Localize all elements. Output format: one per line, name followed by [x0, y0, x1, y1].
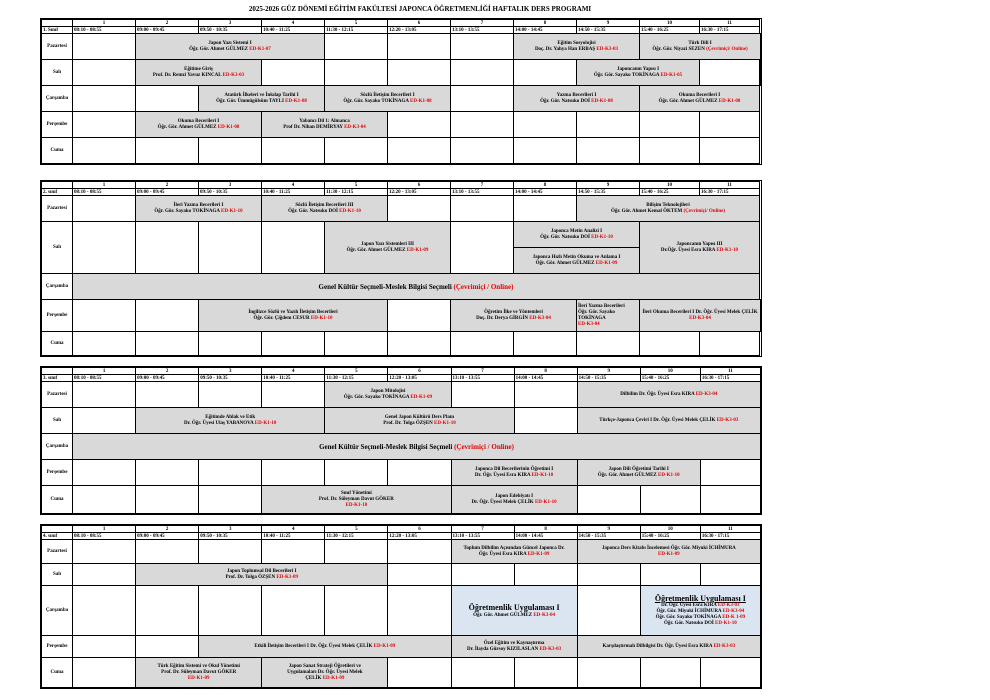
time-slot: 11:30 - 12:15 [325, 533, 388, 540]
slot-number-row [42, 526, 761, 533]
slot-number: 2 [136, 20, 199, 27]
course-cell: Japonca Hızlı Metin Okuma ve Anlama I Öğr. Gör. Ahmet GÜLMEZ ED-K1-09 [514, 248, 640, 274]
time-slot: 14:00 - 14:45 [514, 375, 577, 382]
day-label: Perşembe [42, 636, 73, 658]
slot-number: 5 [325, 526, 388, 533]
time-slot: 12:20 - 13:05 [388, 189, 451, 196]
slot-number: 9 [577, 182, 640, 189]
slot-number: 2 [136, 182, 199, 189]
time-slot: 12:20 - 13:05 [388, 533, 451, 540]
slot-number: 3 [199, 368, 262, 375]
slot-number: 7 [451, 368, 514, 375]
day-row-persembe [42, 636, 761, 658]
time-slot: 13:10 - 13:55 [451, 189, 514, 196]
day-row-pazartesi [42, 34, 761, 60]
course-cell: Japonca Dil Becerilerinin Öğretimi I Dr. Öğr. Üyesi Esra KIRA ED-K1-10 [451, 460, 577, 486]
time-slot: 15:40 - 16:25 [640, 189, 700, 196]
course-cell: Öğretmenlik Uygulaması I Dr. Öğr. Üyesi Esra KIRA ED-K3-03 Öğr. Gör. Miyuki İCHİMURA ED-K3-04 Öğr. Gör. Sayako TOKİNAGA ED-K 1-09 Öğr. Gör. Natsuko DOİ ED-K1-10 [640, 586, 760, 636]
course-cell: Dilbilim Dr. Öğr. Üyesi Esra KIRA ED-K3-04 [577, 382, 760, 408]
day-label: Çarşamba [42, 274, 73, 300]
class-label: 1. Sınıf [42, 27, 73, 34]
day-label: Perşembe [42, 112, 73, 138]
slot-number: 4 [262, 526, 325, 533]
class-label: 3. sınıf [42, 375, 73, 382]
time-slot: 09:50 - 10:35 [199, 189, 262, 196]
time-slot: 11:30 - 12:15 [325, 189, 388, 196]
schedule-year-1 [40, 18, 762, 165]
day-row-pazartesi [42, 540, 761, 564]
course-cell: Japon Mitolojisi Öğr. Gör. Sayako TOKİNAGA ED-K1-09 [325, 382, 451, 408]
slot-number: 5 [325, 20, 388, 27]
time-slot: 09:50 - 10:35 [199, 375, 262, 382]
day-row-cuma [42, 658, 761, 688]
time-slot: 14:00 - 14:45 [514, 533, 577, 540]
slot-number: 6 [388, 368, 451, 375]
slot-number: 6 [388, 182, 451, 189]
course-cell: Sözlü İletişim Becerileri III Öğr. Gör. Natsuko DOİ ED-K1-10 [262, 196, 388, 222]
course-cell: Etkili İletişim Becerileri I Dr. Öğr. Üyesi Melek ÇELİK ED-K1-09 [199, 636, 451, 658]
course-cell: Japon Dili Öğretimi Tarihi I Öğr. Gör. Ahmet GÜLMEZ ED-K1-10 [577, 460, 700, 486]
elective-banner: Genel Kültür Seçmeli-Meslek Bilgisi Seçmeli (Çevrimiçi / Online) [73, 274, 760, 300]
day-label: Salı [42, 408, 73, 434]
course-cell: Japonca Metin Analizi I Öğr. Gör. Natsuko DOİ ED-K1-10 [514, 222, 640, 248]
slot-number: 11 [700, 182, 760, 189]
day-label: Perşembe [42, 460, 73, 486]
slot-number: 2 [136, 526, 199, 533]
time-slot: 14:50 - 15:35 [577, 375, 640, 382]
slot-number: 4 [262, 20, 325, 27]
time-slot: 12:20 - 13:05 [388, 27, 451, 34]
course-cell: Sözlü İletişim Becerileri I Öğr. Gör. Sayako TOKİNAGA ED-K1-08 [325, 86, 451, 112]
slot-number: 8 [514, 20, 577, 27]
time-slot: 08:10 - 08:55 [73, 375, 136, 382]
course-cell: İngilizce Sözlü ve Yazılı İletişim Becerileri Öğr. Gör. Çiğdem CESUR ED-K1-10 [199, 300, 388, 332]
time-slot: 10:40 - 11:25 [262, 27, 325, 34]
day-row-carsamba [42, 586, 761, 636]
time-slot: 11:30 - 12:15 [325, 27, 388, 34]
slot-number: 10 [640, 526, 700, 533]
time-slot: 09:00 - 09:45 [136, 27, 199, 34]
time-slot: 11:30 - 12:15 [325, 375, 388, 382]
course-cell: İleri Yazma Becerileri I Öğr. Gör. Sayako TOKİNAGA ED-K1-10 [136, 196, 262, 222]
day-row-cuma [42, 486, 761, 514]
time-slot: 09:50 - 10:35 [199, 533, 262, 540]
time-slot: 10:40 - 11:25 [262, 189, 325, 196]
time-slot: 10:40 - 11:25 [262, 533, 325, 540]
time-slot: 12:20 - 13:05 [388, 375, 451, 382]
slot-number: 9 [577, 368, 640, 375]
course-cell: Yabancı Dil 1: Almanca Prof Dr. Nihan DEMİRYAY ED-K3-04 [262, 112, 388, 138]
day-row-carsamba [42, 434, 761, 460]
course-cell: Toplum Dilbilim Açısından Güncel Japonca Dr. Öğr. Üyesi Esra KIRA ED-K1-09 [451, 540, 577, 564]
slot-number: 10 [640, 20, 700, 27]
elective-banner: Genel Kültür Seçmeli-Meslek Bilgisi Seçmeli (Çevrimiçi / Online) [73, 434, 761, 460]
slot-number: 10 [640, 368, 700, 375]
slot-number: 4 [262, 182, 325, 189]
day-label: Cuma [42, 658, 73, 688]
day-row-persembe [42, 460, 761, 486]
course-cell: Japon Sanat Strateji Öğretileri ve Uygulamaları Dr. Öğr. Üyesi Melek ÇELİK ED-K1-09 [262, 658, 388, 688]
time-slot: 09:00 - 09:45 [136, 533, 199, 540]
schedule-year-3 [40, 366, 762, 515]
course-cell: Yazma Becerileri I Öğr. Gör. Natsuko DOİ ED-K1-08 [514, 86, 640, 112]
course-cell: Karşılaştırmalı Dilbilgisi Dr. Öğr. Üyesi Esra KIRA ED-K3-03 [577, 636, 760, 658]
time-slot: 09:00 - 09:45 [136, 189, 199, 196]
class-label: 2. sınıf [42, 189, 73, 196]
course-cell: Eğitim Sosyolojisi Doç. Dr. Yahya Han ERBAŞ ED-K3-03 [514, 34, 640, 60]
time-slot: 08:10 - 08:55 [73, 189, 136, 196]
time-row [42, 27, 761, 34]
time-slot: 15:40 - 16:25 [640, 27, 700, 34]
course-cell: Sınıf Yönetimi Prof. Dr. Süleyman Davut GÖKER ED-K1-10 [262, 486, 451, 514]
course-cell: Öğretmenlik Uygulaması I Öğr. Gör. Ahmet GÜLMEZ ED-K3-04 [451, 586, 577, 636]
course-cell: Türkçe-Japonca Çeviri I Dr. Öğr. Üyesi Melek ÇELİK ED-K3-03 [577, 408, 760, 434]
day-row-pazartesi [42, 196, 761, 222]
day-row-persembe [42, 112, 761, 138]
day-row-cuma [42, 332, 761, 356]
time-slot: 14:50 - 15:35 [577, 27, 640, 34]
time-slot: 15:40 - 16:25 [640, 375, 700, 382]
slot-number: 8 [514, 182, 577, 189]
time-slot: 15:40 - 16:25 [640, 533, 700, 540]
class-label: 4. sınıf [42, 533, 73, 540]
day-label: Cuma [42, 486, 73, 514]
course-cell: Eğitime Giriş Prof. Dr. Remzi Yavuz KINCAL ED-K3-03 [136, 60, 262, 86]
day-row-carsamba [42, 274, 761, 300]
course-cell: Okuma Becerileri I Öğr. Gör. Ahmet GÜLMEZ ED-K1-08 [640, 86, 760, 112]
day-row-carsamba [42, 86, 761, 112]
course-cell: Özel Eğitim ve Kaynaştırma Dr. İlayda Gürsoy KIZILASLAN ED-K3-03 [451, 636, 577, 658]
slot-number: 7 [451, 20, 514, 27]
time-slot: 16:30 - 17:15 [700, 533, 760, 540]
slot-number: 7 [451, 526, 514, 533]
slot-number: 1 [73, 526, 136, 533]
slot-number: 5 [325, 182, 388, 189]
time-slot: 10:40 - 11:25 [262, 375, 325, 382]
day-label: Pazartesi [42, 382, 73, 408]
day-row-sali [42, 222, 761, 248]
slot-number: 11 [700, 368, 760, 375]
slot-number: 4 [262, 368, 325, 375]
course-cell: Japon Yazı Sistemleri III Öğr. Gör. Ahmet GÜLMEZ ED-K1-09 [325, 222, 451, 274]
day-label: Pazartesi [42, 540, 73, 564]
slot-number: 11 [700, 20, 760, 27]
slot-number-row [42, 368, 761, 375]
course-cell: Japon Toplumsal Dil Becerileri I Prof. Dr. Tolga ÖZŞEN ED-K1-09 [136, 564, 388, 586]
course-cell: Japonca Ders Kitabı İncelemesi Öğr. Gör. Miyuki İCHİMURA ED-K1-09 [577, 540, 760, 564]
course-cell: İleri Yazma Becerileri Öğr. Gör. Sayako TOKİNAGA ED-K3-04 [577, 300, 640, 332]
schedule-year-4 [40, 524, 762, 689]
time-slot: 16:30 - 17:15 [700, 189, 760, 196]
course-cell: Japoncanın Yapısı I Öğr. Gör. Sayako TOKİNAGA ED-K1-05 [577, 60, 700, 86]
course-cell: Öğretim İlke ve Yöntemleri Doç. Dr. Derya GİRGİN ED-K3-04 [451, 300, 577, 332]
time-slot: 16:30 - 17:15 [700, 375, 760, 382]
slot-number: 10 [640, 182, 700, 189]
slot-number: 1 [73, 182, 136, 189]
time-row [42, 533, 761, 540]
time-row [42, 375, 761, 382]
time-slot: 09:00 - 09:45 [136, 375, 199, 382]
slot-number: 1 [73, 20, 136, 27]
time-slot: 14:00 - 14:45 [514, 189, 577, 196]
time-slot: 09:50 - 10:35 [199, 27, 262, 34]
course-cell: İleri Okuma Becerileri I Dr. Öğr. Üyesi Melek ÇELİK ED-K3-04 [640, 300, 761, 332]
day-label: Salı [42, 222, 73, 274]
slot-number-row [42, 20, 761, 27]
time-slot: 13:10 - 13:55 [451, 27, 514, 34]
slot-number: 6 [388, 526, 451, 533]
day-label: Çarşamba [42, 434, 73, 460]
slot-number: 7 [451, 182, 514, 189]
course-cell: Türk Eğitim Sistemi ve Okul Yönetimi Prof. Dr. Süleyman Davut GÖKER ED-K1-09 [136, 658, 262, 688]
slot-number: 3 [199, 20, 262, 27]
course-cell: Japoncanın Yapısı III Dr.Öğr. Üyesi Esra KIRA ED-K1-10 [640, 222, 760, 274]
day-row-sali [42, 564, 761, 586]
time-row [42, 189, 761, 196]
slot-number: 11 [700, 526, 760, 533]
page-title: 2025-2026 GÜZ DÖNEMİ EĞİTİM FAKÜLTESİ JAPONCA ÖĞRETMENLİĞİ HAFTALIK DERS PROGRAMI [248, 5, 592, 13]
time-slot: 14:50 - 15:35 [577, 533, 640, 540]
day-label: Perşembe [42, 300, 73, 332]
slot-number: 8 [514, 368, 577, 375]
slot-number: 9 [577, 526, 640, 533]
day-row-sali [42, 60, 761, 86]
day-row-persembe [42, 300, 761, 332]
day-label: Pazartesi [42, 196, 73, 222]
course-cell: Japon Edebiyatı I Dr. Öğr. Üyesi Melek ÇELİK ED-K1-10 [451, 486, 577, 514]
day-label: Cuma [42, 138, 73, 164]
day-row-sali [42, 408, 761, 434]
time-slot: 08:10 - 08:55 [73, 533, 136, 540]
course-cell: Okuma Becerileri I Öğr. Gör. Ahmet GÜLMEZ ED-K1-08 [136, 112, 262, 138]
day-label: Çarşamba [42, 86, 73, 112]
day-label: Pazartesi [42, 34, 73, 60]
course-cell: Genel Japon Kültürü Ders Planı Prof. Dr. Tolga ÖZŞEN ED-K1-10 [325, 408, 514, 434]
slot-number: 3 [199, 526, 262, 533]
day-row-cuma [42, 138, 761, 164]
time-slot: 16:30 - 17:15 [700, 27, 760, 34]
day-row-pazartesi [42, 382, 761, 408]
course-cell: Türk Dili I Öğr. Gör. Niyazi SEZEN (Çevrimiçi/ Online) [640, 34, 761, 60]
slot-number: 5 [325, 368, 388, 375]
time-slot: 13:10 - 13:55 [451, 533, 514, 540]
day-label: Çarşamba [42, 586, 73, 636]
slot-number: 9 [577, 20, 640, 27]
slot-number-row [42, 182, 761, 189]
course-cell: Bilişim Teknolojileri Öğr. Gör. Ahmet Kemal ÖKTEM (Çevrimiçi/ Online) [577, 196, 760, 222]
day-label: Salı [42, 60, 73, 86]
course-cell: Japon Yazı Sistemi I Öğr. Gör. Ahmet GÜLMEZ ED-K1-07 [136, 34, 325, 60]
time-slot: 14:50 - 15:35 [577, 189, 640, 196]
slot-number: 3 [199, 182, 262, 189]
course-cell: Atatürk İlkeleri ve İnkılap Tarihi I Öğr. Gör. Ümmügülsüm TAYLI ED-K1-08 [199, 86, 325, 112]
day-label: Cuma [42, 332, 73, 356]
time-slot: 13:10 - 13:55 [451, 375, 514, 382]
day-label: Salı [42, 564, 73, 586]
slot-number: 1 [73, 368, 136, 375]
course-cell: Eğitimde Ahlak ve Etik Dr. Öğr. Üyesi Ulaş YABANOVA ED-K1-10 [136, 408, 325, 434]
schedule-year-2 [40, 180, 762, 357]
time-slot: 08:10 - 08:55 [73, 27, 136, 34]
time-slot: 14:00 - 14:45 [514, 27, 577, 34]
slot-number: 8 [514, 526, 577, 533]
slot-number: 6 [388, 20, 451, 27]
slot-number: 2 [136, 368, 199, 375]
